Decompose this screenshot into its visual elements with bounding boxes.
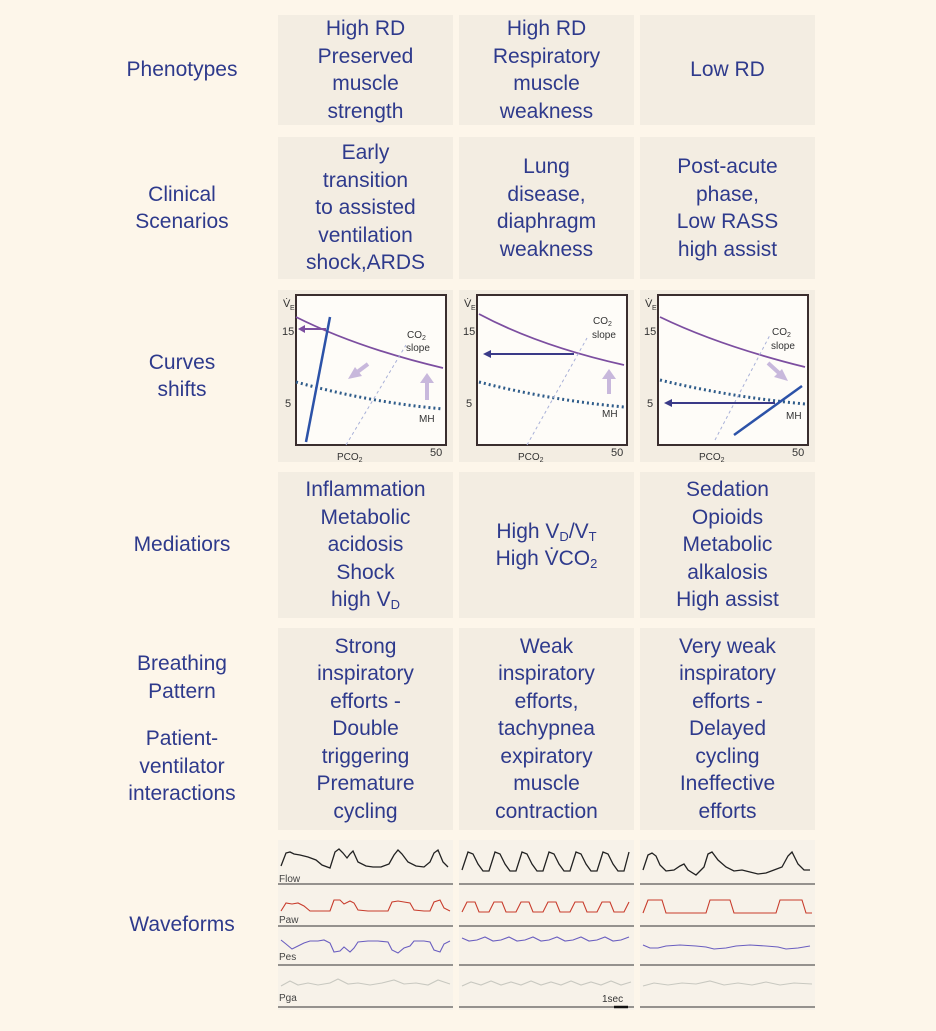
curve-panel-3 (640, 290, 815, 462)
curve-graph-1 (278, 290, 453, 462)
text-line: inspiratory (679, 662, 776, 686)
text-line: Post-acute (677, 155, 778, 178)
text-line: inspiratory (498, 662, 595, 686)
time-scale-label: 1sec (602, 994, 624, 1005)
text-line: muscle (513, 72, 580, 95)
text-line: weakness (499, 237, 594, 261)
text-line: strength (327, 99, 404, 123)
row-label-curves-shifts (92, 290, 272, 462)
text-line: acidosis (327, 533, 404, 557)
text-line: ventilator (139, 754, 225, 778)
tick-50: 50 (792, 447, 805, 459)
pes-trace (462, 937, 629, 941)
pes-trace (643, 945, 810, 949)
text-line: inspiratory (317, 662, 414, 686)
clinical-cell-1 (278, 137, 453, 279)
waveform-panel-3 (640, 840, 815, 1010)
co2-slope-label: $CO_2$ (593, 316, 612, 328)
waveform-svg-3 (640, 840, 815, 1010)
text-line: Delayed (688, 717, 767, 741)
row-label-phenotypes (92, 15, 272, 125)
text-line: Clinical (148, 182, 216, 206)
slope-label: slope (771, 341, 795, 352)
clinical-cell-2 (459, 137, 634, 279)
text-line: Lung (523, 155, 570, 178)
text-line: Phenotypes (126, 58, 238, 82)
pga-trace (643, 981, 812, 986)
slope-label: slope (406, 343, 430, 354)
text-line: to assisted (315, 196, 416, 220)
text-line: Very weak (679, 634, 776, 658)
tick-15: 15 (644, 326, 657, 338)
breathing-cell-1 (278, 628, 453, 830)
text-line: Scenarios (135, 210, 229, 233)
text-line: cycling (333, 799, 398, 823)
text-line: efforts - (330, 689, 401, 713)
mh-label: MH (602, 409, 618, 420)
text-line: shock,ARDS (305, 251, 426, 275)
text-line: Pattern (148, 679, 216, 703)
patient-ventilator-label (128, 725, 235, 808)
mh-label: MH (786, 411, 802, 422)
mh-label: MH (419, 414, 435, 425)
waveform-panel-1 (278, 840, 453, 1010)
breathing-cell-2 (459, 628, 634, 830)
phenotype-cell-1 (278, 15, 453, 125)
text-line: efforts, (514, 689, 579, 713)
text-line: phase, (695, 182, 760, 206)
text-line: Opioids (691, 505, 764, 529)
text-line: Sedation (686, 478, 769, 502)
row-label-clinical-scenarios (92, 137, 272, 279)
x-axis-label: $PCO_2$ (699, 452, 725, 462)
tick-15: 15 (463, 326, 476, 338)
curve-panel-1 (278, 290, 453, 462)
phenotype-cell-3 (640, 15, 815, 125)
text-line: Mediatiors (133, 533, 231, 557)
mediators-list-1 (305, 476, 425, 586)
mediators-cell-2 (459, 472, 634, 618)
y-axis-symbol: V̇ (645, 298, 653, 310)
text-line: contraction (495, 799, 598, 823)
tick-5: 5 (466, 398, 473, 410)
text-line: Curves (148, 350, 216, 374)
tick-50: 50 (430, 447, 443, 459)
text-line: Low RASS (676, 210, 779, 233)
text-line: Breathing (137, 652, 227, 676)
text-line: High assist (676, 588, 779, 612)
text-line: Weak (519, 634, 574, 658)
text-line: triggering (321, 744, 410, 768)
waveform-panel-2 (459, 840, 634, 1010)
text-line: expiratory (500, 744, 593, 768)
text-line: Waveforms (129, 913, 235, 937)
y-axis-sub: E (290, 305, 295, 312)
paw-trace (643, 900, 812, 913)
x-axis-label: $PCO_2$ (337, 452, 363, 462)
y-axis-sub: E (471, 305, 476, 312)
slope-label: slope (592, 330, 616, 341)
mediators-cell-3 (640, 472, 815, 618)
waveform-svg-2 (459, 840, 634, 1010)
paw-label: Paw (279, 915, 299, 926)
flow-trace (281, 849, 448, 868)
text-line: disease, (507, 182, 586, 206)
phenotype-cell-2 (459, 15, 634, 125)
paw-trace (281, 900, 450, 911)
text-line: Premature (316, 772, 415, 796)
mediator-vd-vt: High $V_D/V_T$ (496, 519, 597, 544)
row-label-breathing (92, 628, 272, 830)
text-line: Double (332, 717, 399, 741)
flow-trace (643, 852, 810, 875)
text-line: diaphragm (496, 210, 597, 233)
text-line: efforts - (692, 689, 763, 713)
text-line: shifts (157, 378, 207, 401)
text-line: Ineffective (679, 772, 776, 796)
y-axis-symbol: V̇ (464, 298, 472, 310)
text-line: muscle (332, 72, 399, 95)
breathing-pattern-label (137, 650, 227, 705)
clinical-cell-3 (640, 137, 815, 279)
y-axis-sub: E (652, 305, 657, 312)
y-axis-symbol: V̇ (283, 298, 291, 310)
pga-label: Pga (279, 993, 297, 1004)
co2-slope-label: $CO_2$ (407, 330, 426, 342)
text-line: Strong (334, 634, 397, 658)
row-label-mediators (92, 472, 272, 618)
pga-trace (281, 979, 450, 986)
text-line: Metabolic (682, 533, 773, 557)
paw-trace (462, 902, 629, 912)
text-line: Shock (336, 560, 395, 584)
text-line: Low RD (690, 58, 765, 82)
text-line: Metabolic (320, 505, 411, 529)
text-line: High RD (506, 17, 587, 40)
mediator-high-vd: high $V_D$ (331, 588, 400, 613)
x-axis-label: $PCO_2$ (518, 452, 544, 462)
waveform-svg-1 (278, 840, 453, 1010)
text-line: Inflammation (305, 478, 426, 502)
pes-label: Pes (279, 952, 297, 963)
mediator-vco2: High $V̇CO_2$ (495, 547, 598, 571)
text-line: Respiratory (492, 44, 601, 68)
text-line: weakness (499, 99, 594, 123)
flow-label: Flow (279, 874, 301, 885)
curve-graph-2 (459, 290, 634, 462)
co2-slope-label: $CO_2$ (772, 327, 791, 339)
tick-5: 5 (647, 398, 654, 410)
mediators-cell-1 (278, 472, 453, 618)
text-line: interactions (128, 782, 236, 806)
curve-panel-2 (459, 290, 634, 462)
text-line: cycling (695, 744, 760, 768)
text-line: Early (341, 141, 390, 165)
tick-15: 15 (282, 326, 295, 338)
text-line: transition (322, 168, 409, 192)
text-line: Preserved (317, 44, 414, 68)
breathing-cell-3 (640, 628, 815, 830)
curve-graph-3 (640, 290, 815, 462)
pes-trace (281, 940, 450, 953)
row-label-waveforms (92, 840, 272, 1010)
text-line: efforts (698, 799, 757, 823)
text-line: High RD (325, 17, 406, 40)
text-line: alkalosis (687, 560, 768, 584)
text-line: high assist (677, 237, 778, 261)
text-line: ventilation (318, 223, 413, 247)
flow-trace (462, 852, 629, 871)
graph-frame (658, 295, 808, 445)
tick-50: 50 (611, 447, 624, 459)
tick-5: 5 (285, 398, 292, 410)
text-line: muscle (513, 772, 580, 796)
text-line: Patient- (145, 727, 219, 751)
text-line: tachypnea (498, 717, 595, 741)
pga-trace (462, 981, 631, 986)
